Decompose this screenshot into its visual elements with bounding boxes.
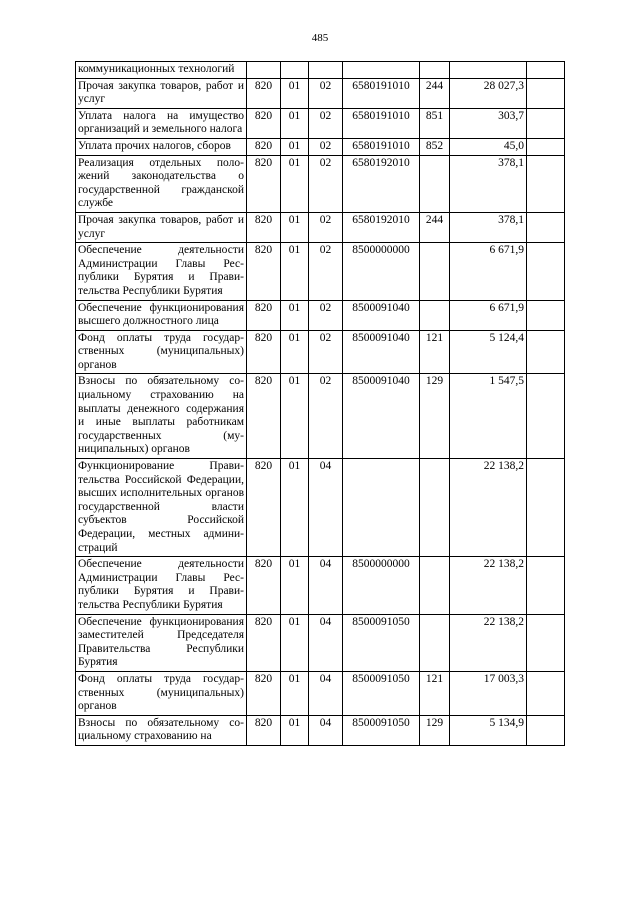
target-article-cell: 8500091050	[343, 614, 420, 671]
target-article-cell: 6580191010	[343, 108, 420, 138]
section-code-cell: 01	[281, 212, 309, 242]
item-name-cell: Обеспечение функционирования высшего должностного лица	[76, 300, 247, 330]
sum-cell: 22 138,2	[450, 614, 527, 671]
target-article-cell: 8500091040	[343, 330, 420, 374]
item-name-cell: Взносы по обязательному социальному страхованию на выплаты денежного содержания и иные выплаты работникам государственных (муниципальных) органов	[76, 374, 247, 459]
extra-cell	[527, 78, 565, 108]
subsection-code-cell: 02	[309, 374, 343, 459]
table-row	[76, 243, 565, 300]
sum-cell: 28 027,3	[450, 78, 527, 108]
item-name-cell: Уплата прочих налогов, сборов	[76, 138, 247, 155]
section-code-cell: 01	[281, 155, 309, 212]
table-row	[76, 715, 565, 745]
section-code-cell: 01	[281, 374, 309, 459]
ministry-code-cell: 820	[247, 243, 281, 300]
target-article-cell: 8500000000	[343, 243, 420, 300]
extra-cell	[527, 62, 565, 79]
table-row	[76, 557, 565, 614]
expense-type-cell: 121	[420, 330, 450, 374]
sum-cell: 378,1	[450, 155, 527, 212]
extra-cell	[527, 108, 565, 138]
target-article-cell: 6580191010	[343, 78, 420, 108]
section-code-cell: 01	[281, 557, 309, 614]
subsection-code-cell: 02	[309, 78, 343, 108]
table-row	[76, 671, 565, 715]
extra-cell	[527, 212, 565, 242]
target-article-cell: 6580192010	[343, 155, 420, 212]
target-article-cell	[343, 62, 420, 79]
subsection-code-cell: 02	[309, 212, 343, 242]
sum-cell: 6 671,9	[450, 300, 527, 330]
table-row	[76, 614, 565, 671]
sum-cell	[450, 62, 527, 79]
item-name-cell: Обеспечение деятельности Администрации Главы Республики Бурятия и Правительства Республики Бурятия	[76, 243, 247, 300]
subsection-code-cell: 02	[309, 155, 343, 212]
budget-table	[75, 61, 565, 746]
section-code-cell: 01	[281, 138, 309, 155]
sum-cell: 6 671,9	[450, 243, 527, 300]
target-article-cell: 8500091040	[343, 300, 420, 330]
table-row	[76, 212, 565, 242]
expense-type-cell	[420, 62, 450, 79]
target-article-cell: 8500091040	[343, 374, 420, 459]
expense-type-cell: 121	[420, 671, 450, 715]
subsection-code-cell	[309, 62, 343, 79]
expense-type-cell: 244	[420, 212, 450, 242]
sum-cell: 378,1	[450, 212, 527, 242]
extra-cell	[527, 557, 565, 614]
ministry-code-cell: 820	[247, 155, 281, 212]
section-code-cell: 01	[281, 330, 309, 374]
section-code-cell: 01	[281, 78, 309, 108]
expense-type-cell: 851	[420, 108, 450, 138]
expense-type-cell	[420, 557, 450, 614]
ministry-code-cell: 820	[247, 108, 281, 138]
section-code-cell: 01	[281, 614, 309, 671]
page-number: 485	[311, 32, 329, 44]
table-row	[76, 155, 565, 212]
expense-type-cell	[420, 614, 450, 671]
item-name-cell: Прочая закупка товаров, работ и услуг	[76, 212, 247, 242]
extra-cell	[527, 155, 565, 212]
table-row	[76, 330, 565, 374]
target-article-cell: 8500091050	[343, 671, 420, 715]
sum-cell: 45,0	[450, 138, 527, 155]
expense-type-cell	[420, 459, 450, 557]
extra-cell	[527, 671, 565, 715]
expense-type-cell: 129	[420, 715, 450, 745]
sum-cell: 22 138,2	[450, 459, 527, 557]
extra-cell	[527, 614, 565, 671]
expense-type-cell	[420, 155, 450, 212]
subsection-code-cell: 04	[309, 715, 343, 745]
expense-type-cell: 852	[420, 138, 450, 155]
target-article-cell: 8500091050	[343, 715, 420, 745]
sum-cell: 1 547,5	[450, 374, 527, 459]
section-code-cell: 01	[281, 715, 309, 745]
ministry-code-cell: 820	[247, 614, 281, 671]
extra-cell	[527, 138, 565, 155]
subsection-code-cell: 02	[309, 330, 343, 374]
ministry-code-cell: 820	[247, 300, 281, 330]
ministry-code-cell: 820	[247, 715, 281, 745]
section-code-cell: 01	[281, 243, 309, 300]
subsection-code-cell: 04	[309, 459, 343, 557]
target-article-cell: 6580191010	[343, 138, 420, 155]
item-name-cell: Обеспечение деятельности Администрации Главы Республики Бурятия и Правительства Республики Бурятия	[76, 557, 247, 614]
ministry-code-cell: 820	[247, 212, 281, 242]
table-row	[76, 62, 565, 79]
expense-type-cell	[420, 300, 450, 330]
ministry-code-cell: 820	[247, 138, 281, 155]
extra-cell	[527, 300, 565, 330]
sum-cell: 5 134,9	[450, 715, 527, 745]
subsection-code-cell: 04	[309, 557, 343, 614]
sum-cell: 303,7	[450, 108, 527, 138]
extra-cell	[527, 715, 565, 745]
section-code-cell: 01	[281, 108, 309, 138]
section-code-cell: 01	[281, 671, 309, 715]
target-article-cell	[343, 459, 420, 557]
ministry-code-cell: 820	[247, 557, 281, 614]
target-article-cell: 8500000000	[343, 557, 420, 614]
table-row	[76, 374, 565, 459]
target-article-cell: 6580192010	[343, 212, 420, 242]
table-row	[76, 138, 565, 155]
subsection-code-cell: 02	[309, 243, 343, 300]
table-row	[76, 459, 565, 557]
subsection-code-cell: 04	[309, 671, 343, 715]
section-code-cell	[281, 62, 309, 79]
sum-cell: 5 124,4	[450, 330, 527, 374]
ministry-code-cell: 820	[247, 374, 281, 459]
table-row	[76, 300, 565, 330]
section-code-cell: 01	[281, 459, 309, 557]
subsection-code-cell: 04	[309, 614, 343, 671]
subsection-code-cell: 02	[309, 108, 343, 138]
sum-cell: 17 003,3	[450, 671, 527, 715]
item-name-cell: Реализация отдельных положений законодательства о государственной гражданской службе	[76, 155, 247, 212]
section-code-cell: 01	[281, 300, 309, 330]
extra-cell	[527, 374, 565, 459]
item-name-cell: Фонд оплаты труда государственных (муниципальных) органов	[76, 671, 247, 715]
item-name-cell: Обеспечение функционирования заместителей Председателя Правительства Республики Бурятия	[76, 614, 247, 671]
item-name-cell: Функционирование Правительства Российской Федерации, высших исполнительных органов государственной власти субъектов Российской Федерации, местных администраций	[76, 459, 247, 557]
table-row	[76, 108, 565, 138]
item-name-cell: Фонд оплаты труда государственных (муниципальных) органов	[76, 330, 247, 374]
ministry-code-cell: 820	[247, 330, 281, 374]
subsection-code-cell: 02	[309, 300, 343, 330]
ministry-code-cell: 820	[247, 78, 281, 108]
item-name-cell: Взносы по обязательному социальному страхованию на	[76, 715, 247, 745]
table-body	[76, 62, 565, 746]
extra-cell	[527, 330, 565, 374]
ministry-code-cell	[247, 62, 281, 79]
ministry-code-cell: 820	[247, 671, 281, 715]
item-name-cell: коммуникационных технологий	[76, 62, 247, 79]
extra-cell	[527, 243, 565, 300]
subsection-code-cell: 02	[309, 138, 343, 155]
expense-type-cell: 244	[420, 78, 450, 108]
expense-type-cell: 129	[420, 374, 450, 459]
item-name-cell: Прочая закупка товаров, работ и услуг	[76, 78, 247, 108]
item-name-cell: Уплата налога на имущество организаций и земельного налога	[76, 108, 247, 138]
expense-type-cell	[420, 243, 450, 300]
ministry-code-cell: 820	[247, 459, 281, 557]
sum-cell: 22 138,2	[450, 557, 527, 614]
extra-cell	[527, 459, 565, 557]
table-row	[76, 78, 565, 108]
